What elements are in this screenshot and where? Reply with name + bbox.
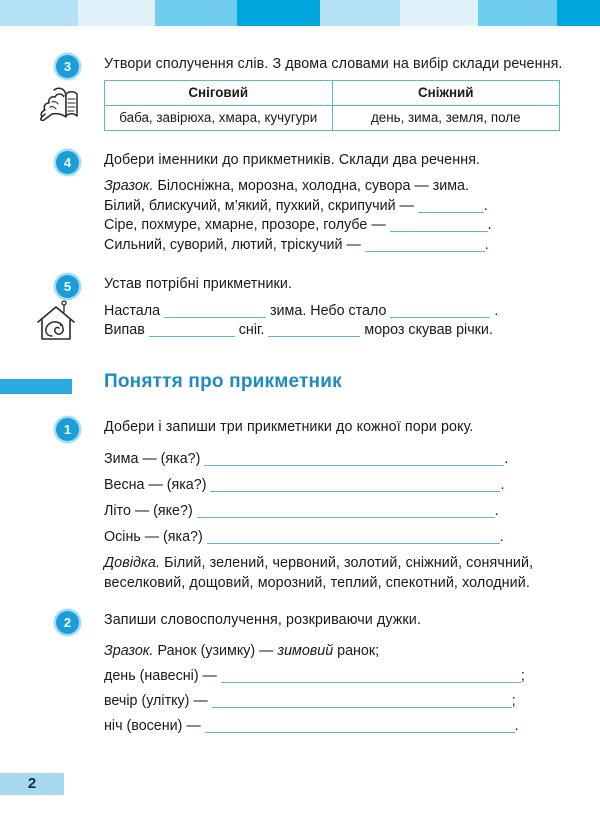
answer-line-suffix: . <box>490 302 499 319</box>
band-swatch-4 <box>320 0 400 26</box>
answer-line-middle: зима. Небо стало <box>266 302 391 319</box>
table-cell-snizhnyi-words: день, зима, земля, поле <box>332 105 560 130</box>
answer-blank[interactable] <box>207 530 500 544</box>
answer-line-prefix: Випав <box>104 322 149 338</box>
band-swatch-2 <box>155 0 237 26</box>
exercise-4 <box>0 151 600 256</box>
answer-line-suffix: ; <box>511 692 516 709</box>
heading-accent-bar <box>0 379 72 394</box>
season-label: Літо — (яке?) <box>104 503 197 519</box>
answer-line-suffix: . <box>483 197 488 214</box>
answer-blank[interactable] <box>390 304 490 318</box>
exercise-5-prompt: Устав потрібні прикметники. <box>104 276 293 292</box>
section-exercise-2-sample-line <box>104 639 566 664</box>
answer-line-prefix: Настала <box>104 302 165 319</box>
section-exercise-1-prompt: Добери і запиши три прикметники до кожної пори року. <box>104 418 474 435</box>
house-bird-icon <box>30 298 82 346</box>
exercise-4-sample-line <box>104 177 566 197</box>
section-exercise-2 <box>0 611 600 739</box>
answer-line-suffix: . <box>514 717 519 734</box>
answer-blank[interactable] <box>210 478 500 492</box>
reference-text: Білий, зелений, червоний, золотий, сніжний, сонячний, веселковий, дощовий, морозний, теплий, спекотний, холодний. <box>104 555 534 591</box>
table-header-snizhnyi: Сніжний <box>332 80 560 105</box>
exercise-4-answer-line-1 <box>104 197 566 217</box>
answer-blank[interactable] <box>221 669 521 683</box>
band-swatch-0 <box>0 0 78 26</box>
section-exercise-1 <box>0 418 600 594</box>
worksheet-page <box>0 26 600 817</box>
table-header-row <box>105 80 560 105</box>
sample-label: Зразок. <box>104 178 154 194</box>
phrase-line-day <box>104 664 566 689</box>
exercise-number-badge: 2 <box>56 611 79 634</box>
answer-blank[interactable] <box>205 719 515 733</box>
season-label: Весна — (яка?) <box>104 477 211 493</box>
exercise-4-prompt: Добери іменники до прикметників. Склади два речення. <box>104 151 481 168</box>
sample-label: Зразок. <box>104 642 154 659</box>
exercise-5 <box>0 275 600 341</box>
answer-blank[interactable] <box>390 218 488 232</box>
exercise-5-answer-line-1 <box>104 302 566 322</box>
season-line-summer <box>104 498 566 524</box>
answer-blank[interactable] <box>268 323 360 337</box>
answer-blank[interactable] <box>164 304 266 318</box>
exercise-5-answer-line-2 <box>104 321 566 341</box>
answer-line-prefix: Сіре, похмуре, хмарне, прозоре, голубе — <box>104 217 390 233</box>
phrase-line-night <box>104 714 566 739</box>
band-swatch-3 <box>237 0 320 26</box>
reference-box <box>104 554 566 593</box>
answer-line-suffix: . <box>504 451 509 467</box>
hand-book-icon <box>30 81 82 129</box>
answer-line-suffix: ; <box>520 667 525 684</box>
answer-line-suffix: . <box>500 477 505 493</box>
phrase-label: день (навесні) — <box>104 667 221 684</box>
phrase-line-evening <box>104 689 566 714</box>
answer-line-suffix: . <box>487 217 492 233</box>
sample-answer: зимовий <box>277 642 334 659</box>
band-swatch-1 <box>78 0 155 26</box>
answer-blank[interactable] <box>149 323 235 337</box>
page-number: 2 <box>0 773 64 795</box>
exercise-number-badge: 5 <box>56 275 79 298</box>
season-line-autumn <box>104 524 566 550</box>
top-decorative-band <box>0 0 600 26</box>
answer-line-prefix: Білий, блискучий, м’який, пухкий, скрипучий — <box>104 197 418 214</box>
season-label: Зима — (яка?) <box>104 451 205 467</box>
sample-text: Ранок (узимку) — <box>153 642 278 659</box>
exercise-number-badge: 4 <box>56 151 79 174</box>
band-swatch-5 <box>400 0 478 26</box>
word-table <box>104 80 560 131</box>
exercise-number-badge: 3 <box>56 55 79 78</box>
phrase-label: вечір (улітку) — <box>104 692 212 709</box>
answer-line-prefix: Сильний, суворий, лютий, тріскучий — <box>104 236 365 253</box>
answer-blank[interactable] <box>197 504 495 518</box>
exercise-4-answer-line-3 <box>104 236 566 256</box>
table-header-snihovyi: Сніговий <box>105 80 333 105</box>
answer-line-suffix: . <box>499 529 504 545</box>
sample-answer-tail: ранок; <box>333 642 380 659</box>
section-title: Поняття про прикметник <box>104 370 342 392</box>
answer-line-suffix: . <box>484 236 489 253</box>
answer-line-suffix: мороз скував річки. <box>360 322 493 338</box>
reference-label: Довідка. <box>104 555 161 571</box>
exercise-3-prompt: Утвори сполучення слів. З двома словами на вибір склади речення. <box>104 56 563 72</box>
answer-blank[interactable] <box>212 694 512 708</box>
answer-blank[interactable] <box>365 238 485 252</box>
table-cell-snihovyi-words: баба, завірюха, хмара, кучугури <box>105 105 333 130</box>
exercise-3 <box>0 55 600 131</box>
exercise-4-answer-line-2 <box>104 216 566 236</box>
exercise-number-badge: 1 <box>56 418 79 441</box>
section-heading <box>0 371 600 405</box>
section-exercise-2-prompt: Запиши словосполучення, розкриваючи дужки. <box>104 612 421 628</box>
sample-text: Білосніжна, морозна, холодна, сувора — зима. <box>153 178 469 194</box>
answer-line-middle: сніг. <box>234 322 269 338</box>
season-label: Осінь — (яка?) <box>104 529 207 545</box>
season-line-winter <box>104 446 566 472</box>
phrase-label: ніч (восени) — <box>104 717 205 734</box>
table-row <box>105 105 560 130</box>
answer-line-suffix: . <box>494 503 499 519</box>
band-swatch-6 <box>478 0 557 26</box>
answer-blank[interactable] <box>204 452 504 466</box>
answer-blank[interactable] <box>418 199 484 213</box>
season-line-spring <box>104 472 566 498</box>
band-swatch-7 <box>557 0 600 26</box>
